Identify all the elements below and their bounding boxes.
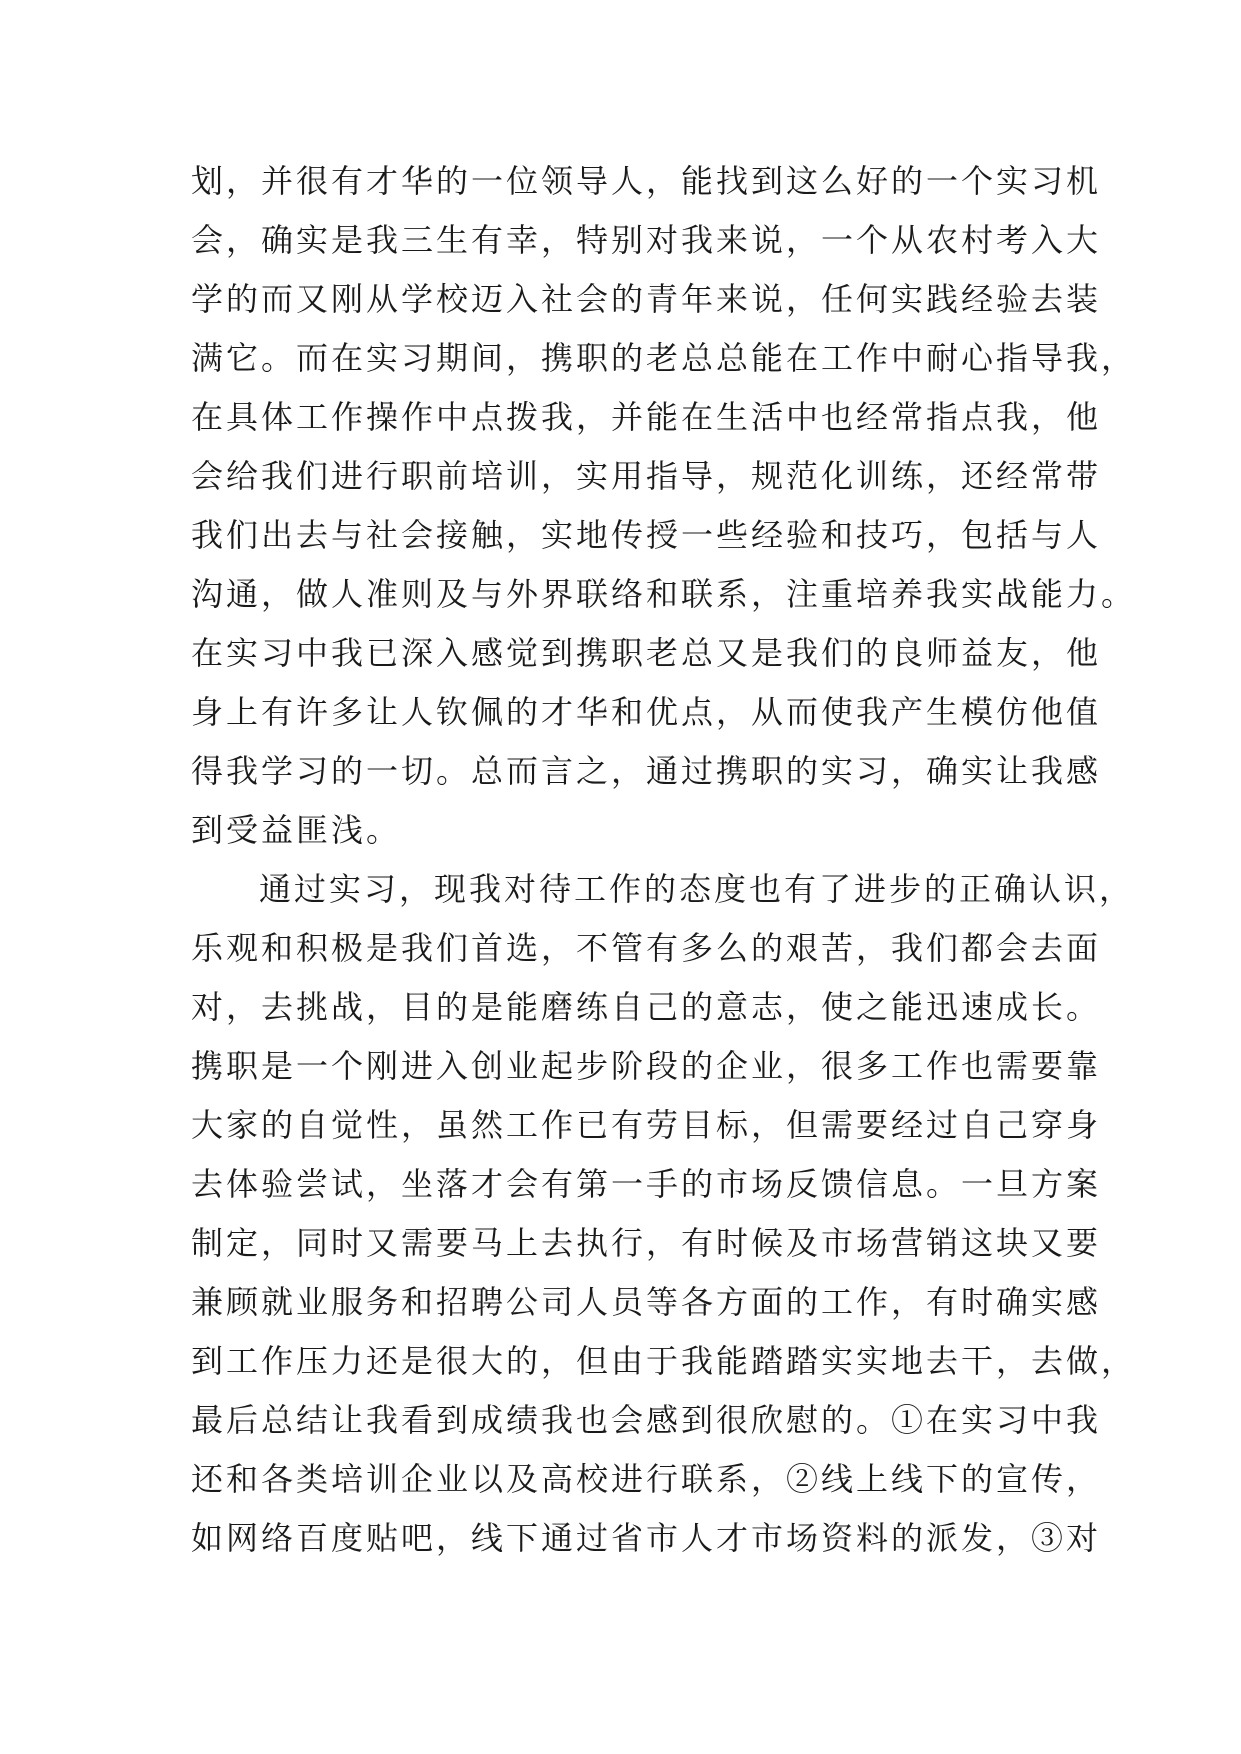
body-text [191, 152, 1137, 1568]
text-line: 沟通，做人准则及与外界联络和联系，注重培养我实战能力。 [191, 575, 1137, 613]
text-line: 兼顾就业服务和招聘公司人员等各方面的工作，有时确实感 [191, 1283, 1102, 1321]
text-line: 会给我们进行职前培训，实用指导，规范化训练，还经常带 [191, 457, 1102, 495]
text-line: 满它。而在实习期间，携职的老总总能在工作中耐心指导我， [191, 339, 1137, 377]
text-line: 到工作压力还是很大的，但由于我能踏踏实实地去干，去做， [191, 1342, 1137, 1380]
text-line: 在实习中我已深入感觉到携职老总又是我们的良师益友，他 [191, 634, 1102, 672]
text-line: 携职是一个刚进入创业起步阶段的企业，很多工作也需要靠 [191, 1047, 1102, 1085]
text-line: 得我学习的一切。总而言之，通过携职的实习，确实让我感 [191, 752, 1102, 790]
text-line: 划，并很有才华的一位领导人，能找到这么好的一个实习机 [191, 162, 1102, 200]
text-line: 制定，同时又需要马上去执行，有时候及市场营销这块又要 [191, 1224, 1102, 1262]
text-line: 乐观和积极是我们首选，不管有多么的艰苦，我们都会去面 [191, 929, 1102, 967]
text-line: 身上有许多让人钦佩的才华和优点，从而使我产生模仿他值 [191, 693, 1102, 731]
text-line: 对，去挑战，目的是能磨练自己的意志，使之能迅速成长。 [191, 988, 1102, 1026]
text-line: 如网络百度贴吧，线下通过省市人才市场资料的派发，③对 [191, 1519, 1102, 1557]
text-line: 去体验尝试，坐落才会有第一手的市场反馈信息。一旦方案 [191, 1165, 1102, 1203]
text-line: 还和各类培训企业以及高校进行联系，②线上线下的宣传， [191, 1460, 1102, 1498]
text-line: 在具体工作操作中点拨我，并能在生活中也经常指点我，他 [191, 398, 1102, 436]
text-line: 到受益匪浅。 [191, 811, 402, 849]
text-line: 会，确实是我三生有幸，特别对我来说，一个从农村考入大 [191, 221, 1102, 259]
text-line: 学的而又刚从学校迈入社会的青年来说，任何实践经验去装 [191, 280, 1102, 318]
text-line: 大家的自觉性，虽然工作已有劳目标，但需要经过自己穿身 [191, 1106, 1102, 1144]
text-line: 我们出去与社会接触，实地传授一些经验和技巧，包括与人 [191, 516, 1102, 554]
text-line: 最后总结让我看到成绩我也会感到很欣慰的。①在实习中我 [191, 1401, 1102, 1439]
paragraph-start-line: 通过实习，现我对待工作的态度也有了进步的正确认识， [259, 870, 1135, 908]
